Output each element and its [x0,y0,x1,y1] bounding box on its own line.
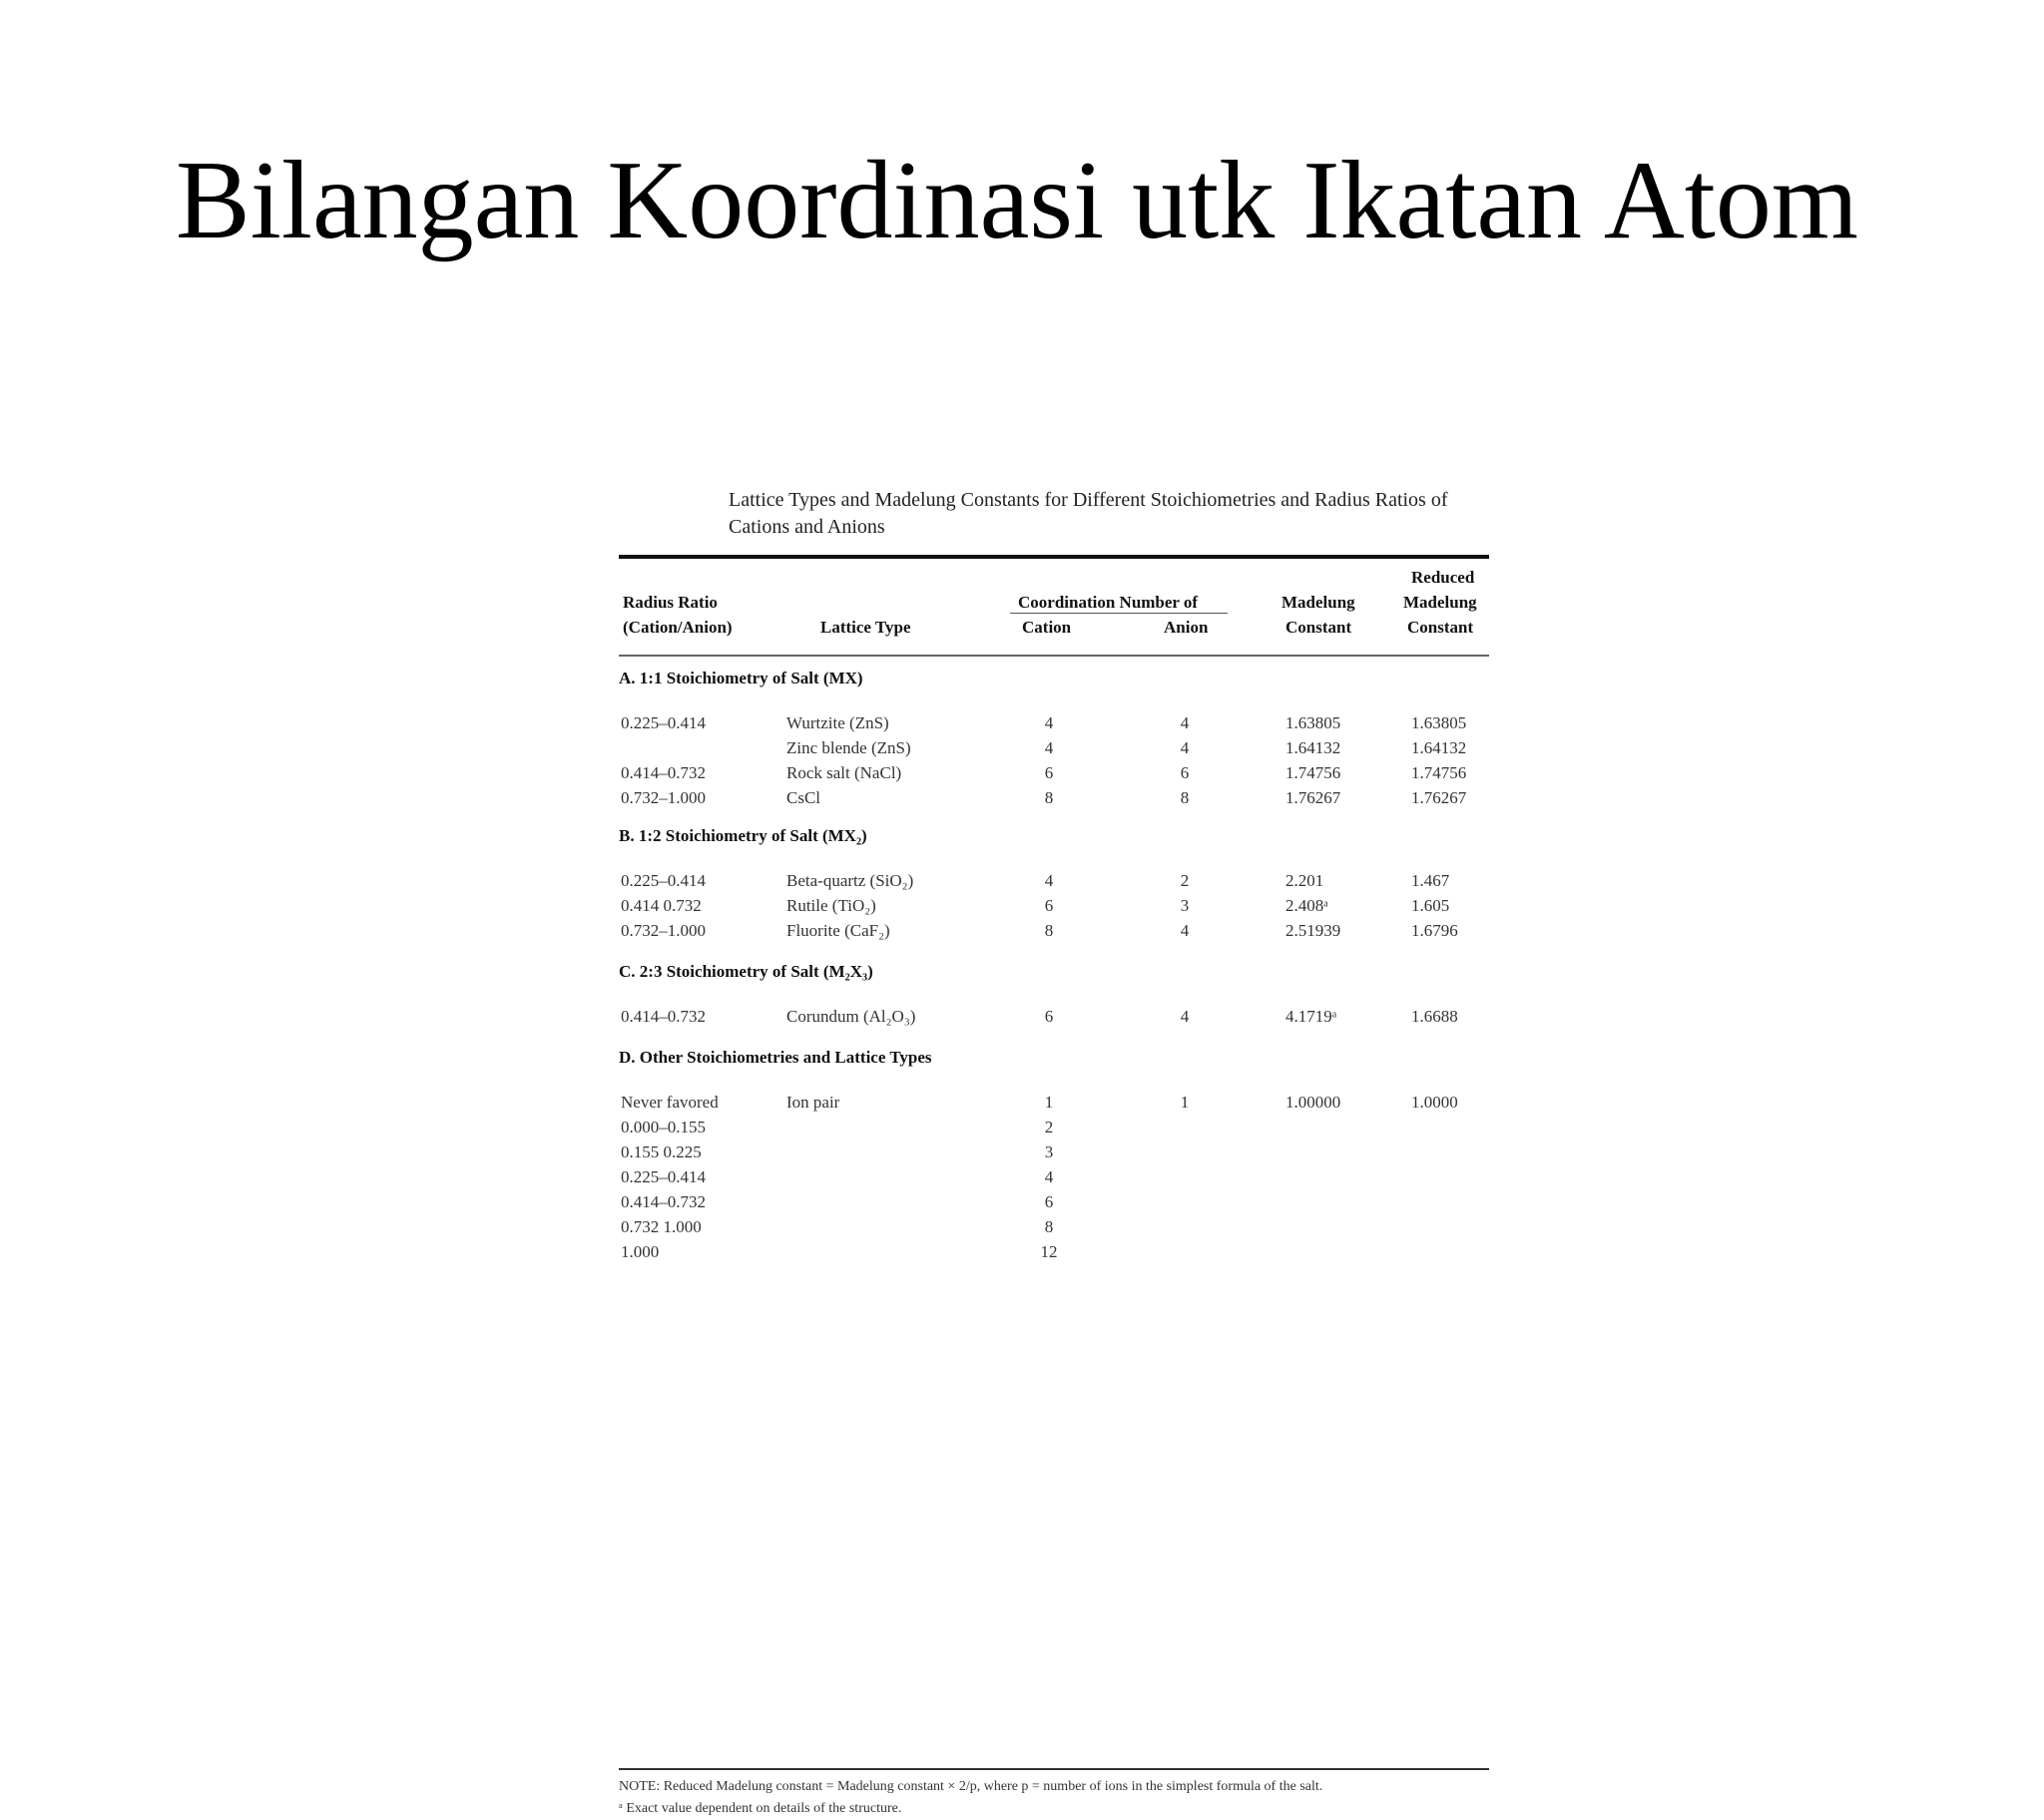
anion-cn-cell: 6 [1180,763,1190,782]
lattice-type-cell: Rock salt (NaCl) [786,763,902,782]
cation-cn-cell: 4 [1044,871,1054,890]
reduced-madelung-cell: 1.74756 [1411,763,1467,782]
anion-cn-cell: 3 [1180,896,1190,915]
lattice-type-cell: Wurtzite (ZnS) [786,713,889,732]
table-note: NOTE: Reduced Madelung constant = Madelung constant × 2/p, where p = number of ions in the simplest formula of the salt. [619,1779,1323,1794]
header-coordination: Coordination Number of [1018,593,1199,612]
anion-cn-cell: 4 [1180,921,1190,940]
radius-ratio-cell: 0.155 0.225 [621,1142,702,1161]
anion-cn-cell: 4 [1180,738,1190,757]
table-row [619,1239,1489,1264]
radius-ratio-cell: 0.225–0.414 [621,871,706,890]
lattice-type-cell: Zinc blende (ZnS) [786,738,911,757]
table-row [619,785,1489,810]
header-reduced-mid: Madelung [1403,593,1477,612]
lattice-type-cell: Fluorite (CaF₂) [786,921,890,940]
reduced-madelung-cell: 1.76267 [1411,788,1467,807]
reduced-madelung-cell: 1.467 [1411,871,1450,890]
lattice-type-cell: CsCl [786,788,821,807]
header-reduced: Reduced [1411,568,1475,587]
cation-cn-cell: 4 [1044,1167,1054,1186]
header-reduced-sub: Constant [1407,618,1474,637]
header-anion: Anion [1164,618,1209,637]
header-radius-ratio-sub: (Cation/Anion) [623,618,733,637]
cation-cn-cell: 3 [1044,1142,1054,1161]
table-notes [619,1776,1489,1820]
madelung-constant-cell: 1.64132 [1285,738,1341,757]
header-lattice-type: Lattice Type [820,618,911,637]
anion-cn-cell: 1 [1180,1093,1190,1112]
cation-cn-cell: 12 [1040,1242,1058,1261]
cation-cn-cell: 8 [1044,921,1054,940]
radius-ratio-cell: 0.225–0.414 [621,713,706,732]
table-row [619,1139,1489,1164]
header-cation: Cation [1022,618,1072,637]
radius-ratio-cell: 0.225–0.414 [621,1167,706,1186]
reduced-madelung-cell: 1.0000 [1411,1093,1458,1112]
lattice-type-cell: Corundum (Al₂O₃) [786,1007,916,1026]
madelung-constant-cell: 1.76267 [1285,788,1341,807]
section-heading: D. Other Stoichiometries and Lattice Types [619,1048,932,1067]
madelung-constant-cell: 4.1719ᵃ [1285,1007,1337,1026]
cation-cn-cell: 8 [1044,1217,1054,1236]
cation-cn-cell: 6 [1044,1192,1054,1211]
madelung-constant-cell: 1.63805 [1285,713,1341,732]
section-heading: C. 2:3 Stoichiometry of Salt (M₂X₃) [619,962,873,981]
table-row [619,893,1489,918]
table-row [619,760,1489,785]
anion-cn-cell: 2 [1180,871,1190,890]
madelung-constant-cell: 2.51939 [1285,921,1341,940]
radius-ratio-cell: 0.732–1.000 [621,788,706,807]
table-row [619,1004,1489,1029]
header-madelung: Madelung [1281,593,1355,612]
radius-ratio-cell: 0.414–0.732 [621,1192,706,1211]
slide-title: Bilangan Koordinasi utk Ikatan Atom [176,139,1858,262]
coordination-rule [1010,613,1228,614]
table-row [619,868,1489,893]
header-radius-ratio: Radius Ratio [623,593,718,612]
table-row [619,735,1489,760]
table-top-rule [619,555,1489,559]
radius-ratio-cell: Never favored [621,1093,719,1112]
anion-cn-cell: 4 [1180,713,1190,732]
lattice-type-cell: Ion pair [786,1093,840,1112]
cation-cn-cell: 1 [1044,1093,1054,1112]
radius-ratio-cell: 0.732 1.000 [621,1217,702,1236]
cation-cn-cell: 2 [1044,1118,1054,1137]
cation-cn-cell: 4 [1044,713,1054,732]
section-heading: B. 1:2 Stoichiometry of Salt (MX₂) [619,826,867,845]
cation-cn-cell: 6 [1044,763,1054,782]
radius-ratio-cell: 0.414 0.732 [621,896,702,915]
radius-ratio-cell: 0.414–0.732 [621,1007,706,1026]
table-caption: Lattice Types and Madelung Constants for Different Stoichiometries and Radius Ratios of Cations and Anions [729,489,1448,538]
table-row [619,918,1489,943]
reduced-madelung-cell: 1.605 [1411,896,1450,915]
radius-ratio-cell: 0.000–0.155 [621,1118,706,1137]
cation-cn-cell: 8 [1044,788,1054,807]
lattice-type-cell: Beta-quartz (SiO₂) [786,871,914,890]
reduced-madelung-cell: 1.64132 [1411,738,1467,757]
anion-cn-cell: 4 [1180,1007,1190,1026]
reduced-madelung-cell: 1.63805 [1411,713,1467,732]
header-madelung-sub: Constant [1285,618,1352,637]
table-footnote: ᵃ Exact value dependent on details of the structure. [619,1801,902,1816]
cation-cn-cell: 6 [1044,896,1054,915]
table-row [619,1214,1489,1239]
anion-cn-cell: 8 [1180,788,1190,807]
madelung-constant-cell: 1.74756 [1285,763,1341,782]
table-row [619,1090,1489,1115]
section-heading: A. 1:1 Stoichiometry of Salt (MX) [619,669,863,687]
radius-ratio-cell: 0.414–0.732 [621,763,706,782]
table-row [619,1115,1489,1139]
header-rule [619,655,1489,657]
radius-ratio-cell: 0.732–1.000 [621,921,706,940]
table-row [619,1164,1489,1189]
cation-cn-cell: 4 [1044,738,1054,757]
table-bottom-rule [619,1768,1489,1770]
reduced-madelung-cell: 1.6796 [1411,921,1458,940]
madelung-constant-cell: 2.201 [1285,871,1324,890]
radius-ratio-cell: 1.000 [621,1242,660,1261]
lattice-type-cell: Rutile (TiO₂) [786,896,876,915]
madelung-constant-cell: 2.408ᵃ [1285,896,1328,915]
table-row [619,1189,1489,1214]
table-row [619,710,1489,735]
reduced-madelung-cell: 1.6688 [1411,1007,1458,1026]
cation-cn-cell: 6 [1044,1007,1054,1026]
madelung-constant-cell: 1.00000 [1285,1093,1341,1112]
